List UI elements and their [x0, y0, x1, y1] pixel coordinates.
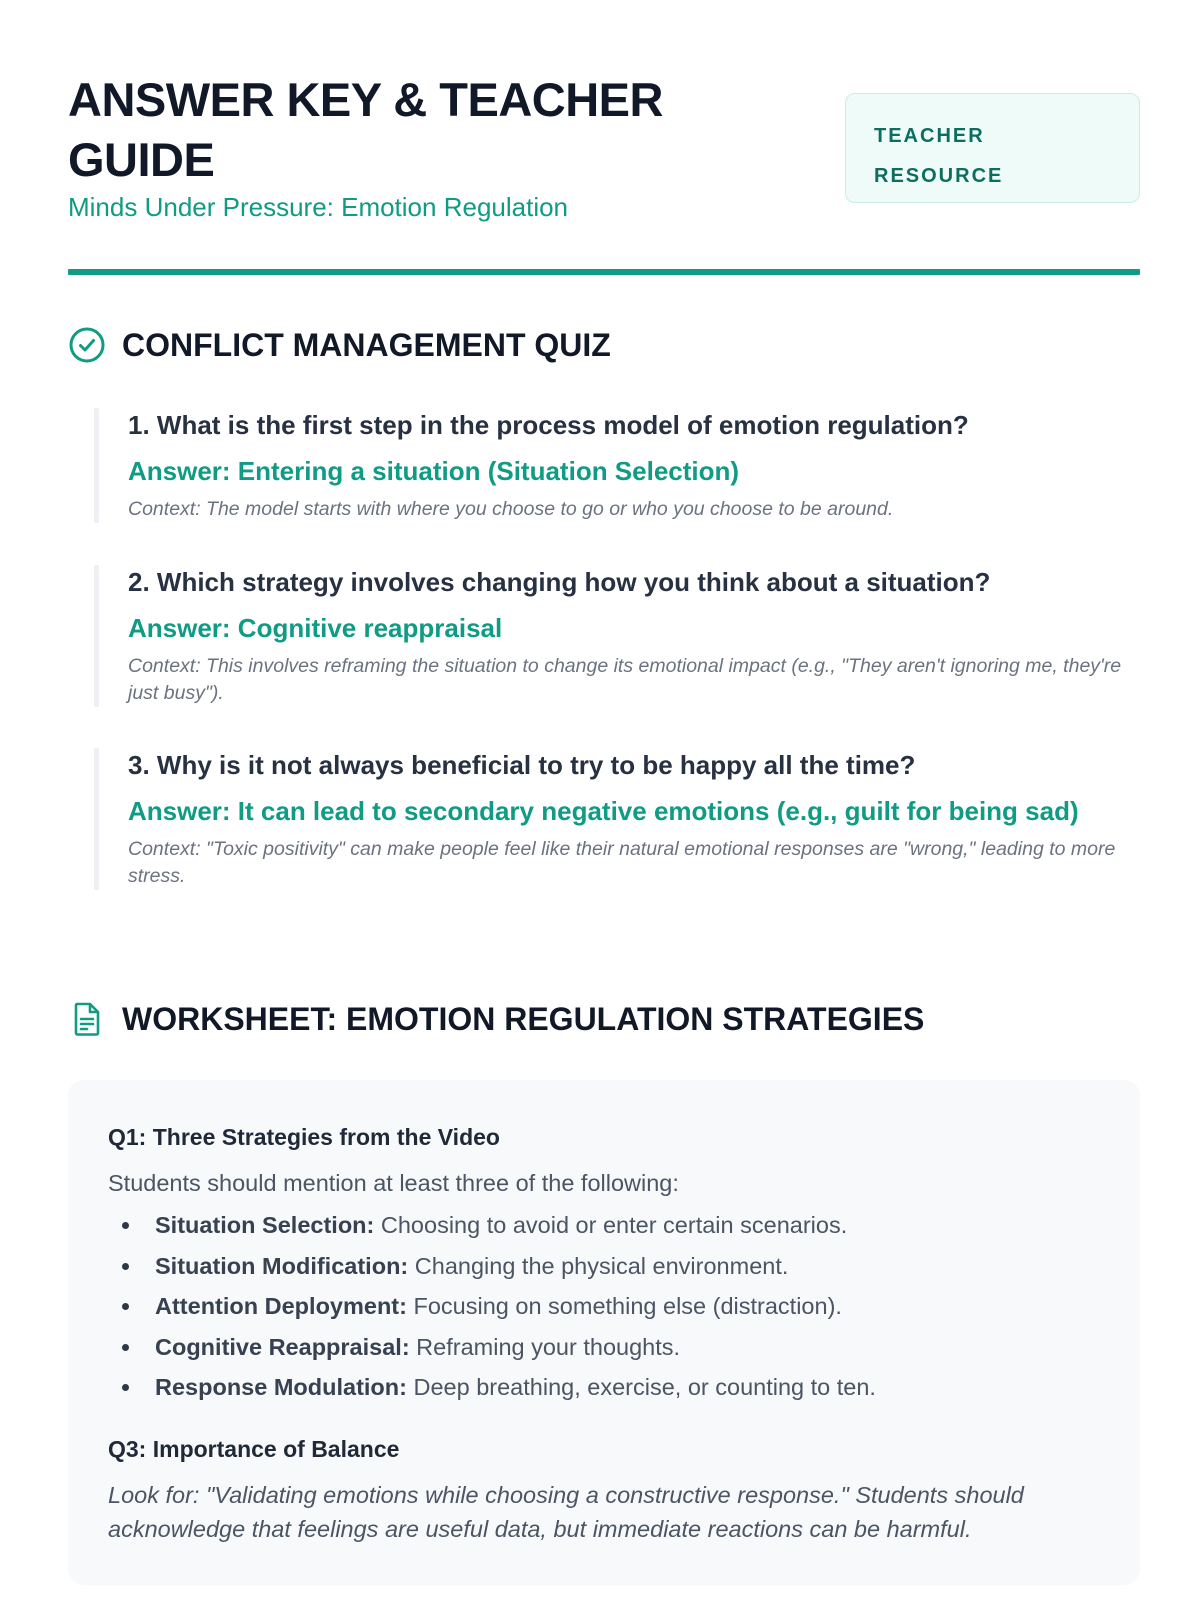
- strategy-term: Situation Selection:: [155, 1212, 375, 1238]
- quiz-answer: Answer: Cognitive reappraisal: [128, 613, 503, 643]
- strategy-desc: Choosing to avoid or enter certain scenarios.: [374, 1212, 848, 1238]
- worksheet-card: [68, 1080, 1140, 1585]
- strategy-list: [108, 1210, 1098, 1413]
- bullet-icon: [122, 1263, 129, 1270]
- bullet-icon: [122, 1384, 129, 1391]
- quiz-question: 2. Which strategy involves changing how you think about a situation?: [128, 567, 991, 597]
- quiz-section-heading: [68, 326, 1140, 366]
- strategy-term: Attention Deployment:: [155, 1293, 407, 1319]
- bullet-icon: [122, 1222, 129, 1229]
- quiz-item: [94, 748, 1140, 890]
- q1-intro: Students should mention at least three of the following:: [108, 1170, 679, 1196]
- strategy-term: Situation Modification:: [155, 1252, 409, 1279]
- document-icon: [68, 1000, 106, 1038]
- quiz-question: 1. What is the first step in the process model of emotion regulation?: [128, 410, 969, 440]
- page-header: [68, 70, 1140, 240]
- strategy-term: Cognitive Reappraisal:: [155, 1333, 410, 1360]
- list-item: [108, 1251, 1098, 1292]
- strategy-term: Response Modulation:: [155, 1374, 407, 1400]
- list-item: [108, 1372, 1098, 1413]
- worksheet-section-heading: [68, 1000, 1140, 1040]
- header-divider: [68, 269, 1140, 275]
- quiz-answer: Answer: It can lead to secondary negative emotions (e.g., guilt for being sad): [128, 796, 1079, 826]
- quiz-context: Context: This involves reframing the situation to change its emotional impact (e.g., "They aren't ignoring me, they're just busy").: [128, 655, 1122, 704]
- strategy-desc: Reframing your thoughts.: [409, 1333, 681, 1360]
- quiz-question: 3. Why is it not always beneficial to try to be happy all the time?: [128, 750, 916, 780]
- strategy-desc: Deep breathing, exercise, or counting to ten.: [406, 1374, 876, 1400]
- list-item: [108, 1291, 1098, 1332]
- quiz-item: [94, 408, 1140, 523]
- strategy-desc: Focusing on something else (distraction).: [406, 1293, 842, 1319]
- q3-guidance: Look for: "Validating emotions while choosing a constructive response." Students should acknowledge that feelings are useful data, but immediate reactions can be harmful.: [108, 1482, 1024, 1542]
- bullet-icon: [122, 1344, 129, 1351]
- q3-heading: Q3: Importance of Balance: [108, 1436, 400, 1462]
- badge-label: TEACHER RESOURCE: [874, 125, 1004, 187]
- list-item: [108, 1210, 1098, 1251]
- quiz-item: [94, 565, 1140, 707]
- quiz-context: Context: "Toxic positivity" can make people feel like their natural emotional responses are "wrong," leading to more stress.: [128, 838, 1116, 887]
- page-subtitle: Minds Under Pressure: Emotion Regulation: [68, 192, 569, 222]
- teacher-resource-badge: [845, 93, 1140, 203]
- strategy-desc: Changing the physical environment.: [408, 1252, 789, 1279]
- bullet-icon: [122, 1303, 129, 1310]
- quiz-answer: Answer: Entering a situation (Situation Selection): [128, 456, 740, 486]
- q1-heading: Q1: Three Strategies from the Video: [108, 1124, 500, 1150]
- quiz-context: Context: The model starts with where you choose to go or who you choose to be around.: [128, 498, 894, 520]
- check-circle-icon: [68, 326, 106, 364]
- worksheet-section-title: WORKSHEET: EMOTION REGULATION STRATEGIES: [122, 1001, 925, 1037]
- quiz-section-title: CONFLICT MANAGEMENT QUIZ: [122, 327, 611, 363]
- list-item: [108, 1332, 1098, 1373]
- page-title: ANSWER KEY & TEACHER GUIDE: [68, 73, 663, 186]
